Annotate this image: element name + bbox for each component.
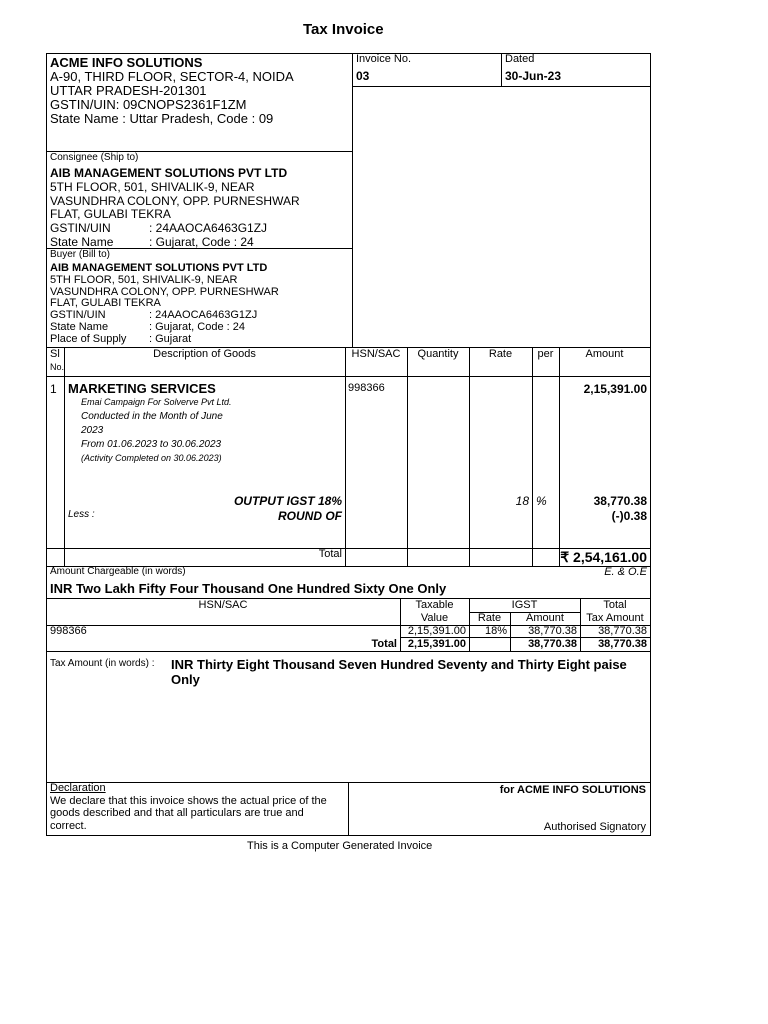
page-title: Tax Invoice [303,21,384,38]
declaration-line: goods described and that all particulars are true and [50,807,304,819]
item-amount: 2,15,391.00 [583,382,647,396]
footer-note: This is a Computer Generated Invoice [247,840,433,852]
summary-amount-header: Amount [526,612,564,624]
consignee-state-label: State Name [50,235,114,249]
buyer-gstin-value: : 24AAOCA6463G1ZJ [149,309,258,321]
round-less-label: Less : [68,509,95,520]
invoice-no-value: 03 [356,69,370,83]
dated-label: Dated [505,53,535,65]
consignee-address-line1: 5TH FLOOR, 501, SHIVALIK-9, NEAR [50,180,255,194]
summary-row-total: 38,770.38 [598,625,647,637]
tax-words-line1: INR Thirty Eight Thousand Seven Hundred Seventy and Thirty Eight paise [171,657,627,672]
summary-row-rate: 18% [484,625,507,637]
tax-words-label: Tax Amount (in words) : [50,658,155,669]
tax-line-per: % [536,494,547,508]
summary-row-hsn: 998366 [50,625,87,637]
buyer-address-line1: 5TH FLOOR, 501, SHIVALIK-9, NEAR [50,274,238,286]
tax-words-line2: Only [171,672,200,687]
summary-igst-header: IGST [511,599,538,611]
col-quantity: Quantity [417,348,459,360]
item-hsn: 998366 [348,382,385,394]
summary-hsn-header: HSN/SAC [198,599,248,611]
amount-words-label: Amount Chargeable (in words) [50,566,186,577]
seller-gstin: GSTIN/UIN: 09CNOPS2361F1ZM [50,97,247,112]
consignee-state-value: : Gujarat, Code : 24 [149,235,254,249]
declaration-line: correct. [50,820,87,832]
tax-line-label: OUTPUT IGST 18% [233,494,342,508]
col-description: Description of Goods [153,348,256,360]
buyer-address-line3: FLAT, GULABI TEKRA [50,297,161,309]
tax-line-rate: 18 [515,494,529,508]
consignee-gstin-value: : 24AAOCA6463G1ZJ [149,221,268,235]
buyer-address-line2: VASUNDHRA COLONY, OPP. PURNESHWAR [50,286,279,298]
summary-total-header: Total [603,599,627,611]
round-off-label: ROUND OF [278,509,342,523]
round-off-amount: (-)0.38 [611,509,647,523]
consignee-name: AIB MANAGEMENT SOLUTIONS PVT LTD [50,166,288,180]
summary-rate-header: Rate [477,612,502,624]
seller-address-line1: A-90, THIRD FLOOR, SECTOR-4, NOIDA [50,69,294,84]
summary-total-tax: 38,770.38 [598,638,647,650]
consignee-heading: Consignee (Ship to) [50,152,139,163]
buyer-heading: Buyer (Bill to) [50,249,111,260]
amount-words-value: INR Two Lakh Fifty Four Thousand One Hundred Sixty One Only [50,581,447,596]
col-hsn: HSN/SAC [351,348,401,360]
summary-taxable-header: Value [420,612,449,624]
item-sl: 1 [50,382,57,396]
place-of-supply-label: Place of Supply [50,333,127,345]
summary-taxable-header: Taxable [415,599,454,611]
total-amount: ₹ 2,54,161.00 [560,549,647,565]
consignee-gstin-label: GSTIN/UIN [50,221,111,235]
signatory-company: for ACME INFO SOLUTIONS [499,784,646,796]
summary-total-header: Tax Amount [586,612,644,624]
col-sl-no: No. [50,362,65,372]
col-rate: Rate [488,348,513,360]
declaration-line: We declare that this invoice shows the actual price of the [50,795,327,807]
declaration-heading: Declaration [50,782,106,794]
tax-line-amount: 38,770.38 [593,494,647,508]
buyer-state-value: : Gujarat, Code : 24 [149,321,245,333]
col-sl: Sl [50,348,60,360]
item-note: 2023 [81,425,104,436]
invoice-no-label: Invoice No. [356,53,412,65]
buyer-state-label: State Name [50,321,109,333]
item-note: (Activity Completed on 30.06.2023) [81,453,222,463]
item-note: Emai Campaign For Solverve Pvt Ltd. [81,397,232,407]
seller-state: State Name : Uttar Pradesh, Code : 09 [50,111,274,126]
total-label: Total [318,548,342,560]
summary-total-label: Total [371,638,397,650]
consignee-address-line3: FLAT, GULABI TEKRA [50,207,171,221]
summary-row-amount: 38,770.38 [528,625,577,637]
place-of-supply-value: : Gujarat [149,333,192,345]
consignee-address-line2: VASUNDHRA COLONY, OPP. PURNESHWAR [50,194,300,208]
buyer-name: AIB MANAGEMENT SOLUTIONS PVT LTD [50,262,268,274]
dated-value: 30-Jun-23 [505,69,562,83]
col-per: per [537,348,554,360]
authorised-signatory: Authorised Signatory [543,821,646,833]
item-name: MARKETING SERVICES [68,381,216,396]
item-note: Conducted in the Month of June [81,411,223,422]
item-note: From 01.06.2023 to 30.06.2023 [81,439,222,450]
summary-row-taxable: 2,15,391.00 [407,625,466,637]
eoe-label: E. & O.E [604,566,647,578]
summary-total-taxable: 2,15,391.00 [407,638,466,650]
seller-address-line2: UTTAR PRADESH-201301 [50,83,207,98]
buyer-gstin-label: GSTIN/UIN [50,309,106,321]
col-amount: Amount [585,348,624,360]
summary-total-amount: 38,770.38 [528,638,577,650]
seller-name: ACME INFO SOLUTIONS [50,55,203,70]
